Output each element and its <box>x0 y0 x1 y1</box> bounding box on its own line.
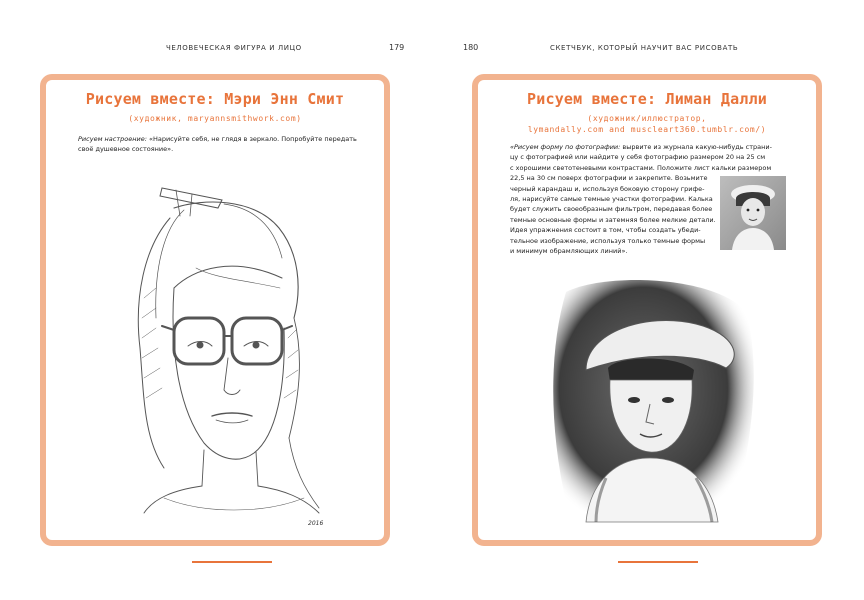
right-credit-line2: lymandally.com and muscleart360.tumblr.com/) <box>527 125 767 134</box>
left-title: Рисуем вместе: Мэри Энн Смит <box>85 90 345 108</box>
page-number-left: 179 <box>389 43 405 52</box>
right-page-frame <box>472 74 822 546</box>
right-prompt-line-2: цу с фотографией или найдите у себя фотографию размером 20 на 25 см <box>510 153 766 162</box>
left-page-frame <box>40 74 390 546</box>
running-head-left: ЧЕЛОВЕЧЕСКАЯ ФИГУРА И ЛИЦО <box>166 44 302 52</box>
left-prompt-label: Рисуем настроение: <box>78 135 147 143</box>
right-prompt-line-11: и минимум обрамляющих линий». <box>510 247 628 256</box>
left-prompt <box>78 134 368 155</box>
right-prompt-line-5: черный карандаш и, используя боковую сторону грифе- <box>510 184 705 193</box>
right-prompt-line-1: «Рисуем форму по фотографии: вырвите из журнала какую-нибудь страни- <box>510 143 772 151</box>
right-credit-line1: (художник/иллюстратор, <box>587 114 707 123</box>
right-prompt-line-8: темные основные формы и затемняя более мелкие детали. <box>510 215 716 224</box>
footer-bar-left <box>192 561 272 563</box>
right-prompt-line-7: будет служить своеобразным фильтром, передавая более <box>510 205 713 214</box>
self-portrait-drawing <box>104 168 344 528</box>
left-credit: (художник, maryannsmithwork.com) <box>128 114 302 123</box>
charcoal-drawing <box>546 272 760 532</box>
left-prompt-text: «Нарисуйте себя, не глядя в зеркало. Попробуйте передать своё душевное состояние». <box>78 135 357 154</box>
right-prompt-line-3: с хорошими светотеневыми контрастами. Положите лист кальки размером <box>510 163 772 172</box>
right-prompt-label: «Рисуем форму по фотографии: <box>510 143 621 151</box>
right-prompt-line-10: тельное изображение, используя только темные формы <box>510 236 706 245</box>
reference-photo <box>720 176 786 250</box>
right-prompt-line-6: ля, нарисуйте самые темные участки фотографии. Калька <box>510 195 713 204</box>
right-prompt-line-4: 22,5 на 30 см поверх фотографии и закрепите. Возьмите <box>510 174 708 183</box>
right-prompt-line-9: Идея упражнения состоит в том, чтобы создать убеди- <box>510 226 701 235</box>
right-title: Рисуем вместе: Лиман Далли <box>527 90 767 108</box>
running-head-right: СКЕТЧБУК, КОТОРЫЙ НАУЧИТ ВАС РИСОВАТЬ <box>550 44 739 52</box>
page-number-right: 180 <box>463 43 479 52</box>
footer-bar-right <box>618 561 698 563</box>
signature: 2016 <box>308 520 324 527</box>
